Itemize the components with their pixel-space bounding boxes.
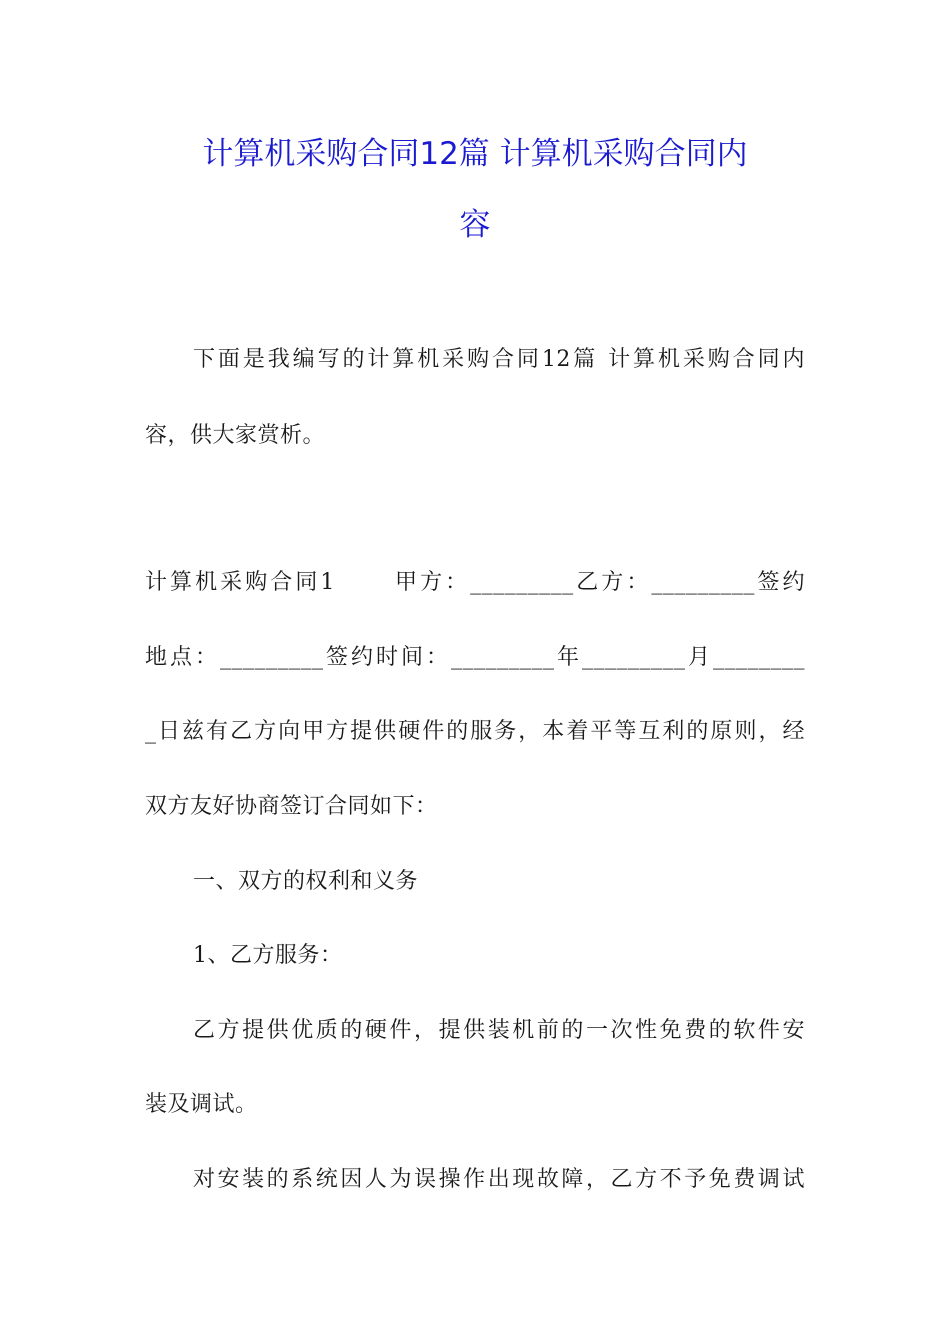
contract-line-2: 地点：_________签约时间：_________年_________月________ xyxy=(145,645,805,670)
item-heading-1: 1、乙方服务： xyxy=(193,943,343,968)
intro-line-2: 容，供大家赏析。 xyxy=(145,423,326,448)
paragraph-1-line-1: 乙方提供优质的硬件，提供装机前的一次性免费的软件安 xyxy=(193,1018,805,1043)
contract-line-3: _日兹有乙方向甲方提供硬件的服务，本着平等互利的原则，经 xyxy=(145,719,805,744)
contract-line-1: 计算机采购合同1 甲方：_________乙方：_________签约 xyxy=(145,570,805,595)
paragraph-2-line-1: 对安装的系统因人为误操作出现故障，乙方不予免费调试 xyxy=(193,1167,805,1192)
document-title-line-2: 容 xyxy=(459,207,491,243)
contract-line-4: 双方友好协商签订合同如下： xyxy=(145,794,438,819)
paragraph-1-line-2: 装及调试。 xyxy=(145,1092,258,1117)
document-title-line-1: 计算机采购合同12篇 计算机采购合同内 xyxy=(202,136,748,172)
section-heading-1: 一、双方的权利和义务 xyxy=(193,869,419,894)
intro-line-1: 下面是我编写的计算机采购合同12篇 计算机采购合同内 xyxy=(193,347,805,372)
